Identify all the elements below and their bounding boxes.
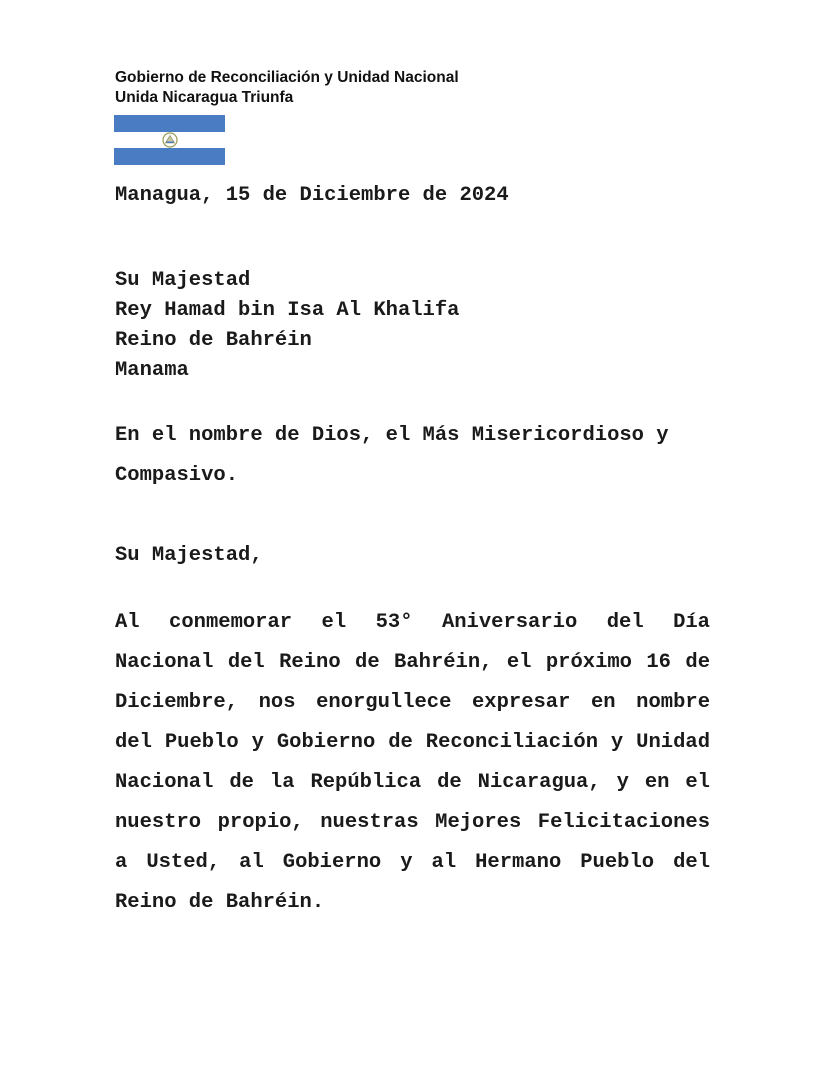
invocation-paragraph: En el nombre de Dios, el Más Misericordioso y Compasivo. — [115, 424, 669, 487]
address-line: Manama — [115, 359, 189, 382]
letterhead-line-government: Gobierno de Reconciliación y Unidad Nacional — [115, 69, 459, 86]
address-line: Rey Hamad bin Isa Al Khalifa — [115, 299, 460, 322]
salutation: Su Majestad, — [115, 544, 263, 567]
coat-of-arms-icon — [162, 132, 178, 148]
address-line: Reino de Bahréin — [115, 329, 312, 352]
flag-band-top — [114, 115, 225, 132]
letter-date: Managua, 15 de Diciembre de 2024 — [115, 184, 509, 207]
nicaragua-flag-icon — [114, 115, 225, 165]
body-paragraph: Al conmemorar el 53° Aniversario del Día Nacional del Reino de Bahréin, el próximo 16 de Diciembre, nos enorgullece expresar en nombre del Pueblo y Gobierno de Reconciliación y Unidad Nacional de la República de Nicaragua, y en el nuestro propio, nuestras Mejores Felicitaciones a Usted, al Gobierno y al Hermano Pueblo del Reino de Bahréin. — [115, 611, 710, 914]
address-line: Su Majestad — [115, 269, 251, 292]
letterhead-line-motto: Unida Nicaragua Triunfa — [115, 89, 294, 106]
recipient-address — [115, 266, 710, 386]
flag-band-bottom — [114, 148, 225, 165]
letterhead — [115, 68, 459, 108]
